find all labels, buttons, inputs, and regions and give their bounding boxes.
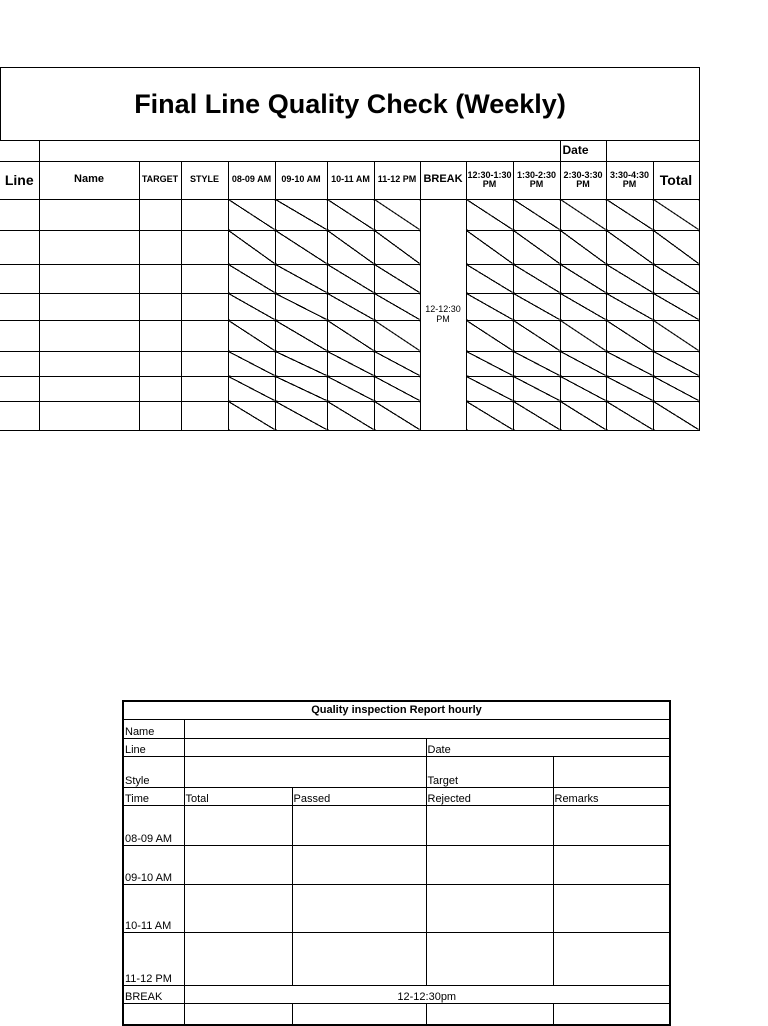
cell-hour[interactable]: [466, 264, 513, 293]
col-total: Total: [653, 161, 699, 199]
cell-total[interactable]: [653, 320, 699, 351]
cell-hour[interactable]: [560, 376, 606, 401]
cell-target[interactable]: [139, 351, 181, 376]
cell-hour[interactable]: [606, 264, 653, 293]
cell-hour[interactable]: [228, 376, 275, 401]
date-label: Date: [560, 140, 606, 161]
cell-style[interactable]: [181, 401, 228, 430]
blank-corner-cell: [0, 140, 39, 161]
date-label: Date: [426, 738, 670, 756]
cell-hour[interactable]: [466, 401, 513, 430]
col-hour-4: 11-12 PM: [374, 161, 420, 199]
cell-hour[interactable]: [374, 376, 420, 401]
cell-hour[interactable]: [560, 264, 606, 293]
time-slot: 11-12 PM: [123, 932, 184, 985]
cell-style[interactable]: [181, 264, 228, 293]
cell-rejected[interactable]: [426, 845, 553, 884]
target-label: Target: [426, 756, 553, 787]
table-row: [123, 845, 670, 884]
cell-target[interactable]: [139, 230, 181, 264]
table-row: [123, 1003, 670, 1025]
cell-hour[interactable]: [466, 230, 513, 264]
cell-hour[interactable]: [228, 351, 275, 376]
cell-name[interactable]: [39, 230, 139, 264]
time-slot: 10-11 AM: [123, 884, 184, 932]
col-hour-7: 2:30-3:30 PM: [560, 161, 606, 199]
cell-total[interactable]: [653, 293, 699, 320]
cell-hour[interactable]: [374, 264, 420, 293]
style-field[interactable]: [184, 756, 426, 787]
cell-total[interactable]: [653, 230, 699, 264]
col-hour-8: 3:30-4:30 PM: [606, 161, 653, 199]
line-field[interactable]: [184, 738, 426, 756]
cell-style[interactable]: [181, 320, 228, 351]
cell-target[interactable]: [139, 293, 181, 320]
cell-hour[interactable]: [560, 230, 606, 264]
cell-hour[interactable]: [275, 293, 327, 320]
cell-hour[interactable]: [228, 264, 275, 293]
cell-hour[interactable]: [327, 293, 374, 320]
cell-rejected[interactable]: [426, 884, 553, 932]
col-hour-3: 10-11 AM: [327, 161, 374, 199]
cell-remarks[interactable]: [553, 932, 670, 985]
table-row: [123, 884, 670, 932]
name-label: Name: [123, 719, 184, 738]
cell-hour[interactable]: [327, 264, 374, 293]
style-label: Style: [123, 756, 184, 787]
cell-target[interactable]: [139, 401, 181, 430]
cell-hour[interactable]: [606, 401, 653, 430]
cell-style[interactable]: [181, 199, 228, 230]
cell-hour[interactable]: [560, 293, 606, 320]
cell-style[interactable]: [181, 293, 228, 320]
cell-target[interactable]: [139, 199, 181, 230]
cell-hour[interactable]: [606, 376, 653, 401]
cell-hour[interactable]: [275, 199, 327, 230]
cell-hour[interactable]: [275, 230, 327, 264]
cell-total[interactable]: [653, 401, 699, 430]
table-row: [0, 230, 699, 264]
cell-remarks[interactable]: [553, 1003, 670, 1025]
date-field[interactable]: [606, 140, 699, 161]
col-name: Name: [39, 161, 139, 199]
table-row: [123, 805, 670, 845]
cell-line[interactable]: [0, 401, 39, 430]
weekly-grid: [0, 140, 700, 431]
cell-remarks[interactable]: [553, 845, 670, 884]
target-field[interactable]: [553, 756, 670, 787]
cell-hour[interactable]: [374, 320, 420, 351]
cell-total[interactable]: [184, 845, 292, 884]
col-total: Total: [184, 787, 292, 805]
cell-hour[interactable]: [466, 293, 513, 320]
cell-hour[interactable]: [275, 320, 327, 351]
cell-hour[interactable]: [606, 199, 653, 230]
cell-passed[interactable]: [292, 805, 426, 845]
cell-hour[interactable]: [374, 401, 420, 430]
cell-hour[interactable]: [513, 320, 560, 351]
cell-hour[interactable]: [513, 351, 560, 376]
cell-hour[interactable]: [560, 320, 606, 351]
table-row: [0, 320, 699, 351]
cell-hour[interactable]: [466, 199, 513, 230]
hourly-quality-report: [122, 700, 671, 1026]
cell-line[interactable]: [0, 230, 39, 264]
cell-line[interactable]: [0, 264, 39, 293]
table-row: [0, 351, 699, 376]
cell-hour[interactable]: [327, 351, 374, 376]
cell-hour[interactable]: [374, 293, 420, 320]
table-row: [0, 376, 699, 401]
cell-passed[interactable]: [292, 1003, 426, 1025]
cell-total[interactable]: [653, 264, 699, 293]
cell-name[interactable]: [39, 351, 139, 376]
cell-hour[interactable]: [275, 376, 327, 401]
cell-hour[interactable]: [374, 199, 420, 230]
col-hour-5: 12:30-1:30 PM: [466, 161, 513, 199]
table-row: [0, 199, 699, 230]
cell-hour[interactable]: [327, 230, 374, 264]
weekly-title-box: [0, 67, 700, 141]
cell-hour[interactable]: [466, 376, 513, 401]
table-row: [0, 401, 699, 430]
cell-hour[interactable]: [228, 293, 275, 320]
cell-total[interactable]: [184, 932, 292, 985]
cell-total[interactable]: [184, 884, 292, 932]
cell-target[interactable]: [139, 264, 181, 293]
break-label: BREAK: [123, 985, 184, 1003]
cell-rejected[interactable]: [426, 1003, 553, 1025]
cell-hour[interactable]: [606, 320, 653, 351]
cell-hour[interactable]: [228, 320, 275, 351]
cell-line[interactable]: [0, 351, 39, 376]
cell-remarks[interactable]: [553, 884, 670, 932]
cell-total[interactable]: [653, 351, 699, 376]
col-hour-1: 08-09 AM: [228, 161, 275, 199]
cell-hour[interactable]: [606, 230, 653, 264]
cell-name[interactable]: [39, 401, 139, 430]
cell-hour[interactable]: [228, 230, 275, 264]
cell-target[interactable]: [139, 320, 181, 351]
table-row: [0, 293, 699, 320]
cell-hour[interactable]: [374, 230, 420, 264]
cell-hour[interactable]: [513, 401, 560, 430]
cell-name[interactable]: [39, 199, 139, 230]
cell-name[interactable]: [39, 376, 139, 401]
cell-hour[interactable]: [560, 199, 606, 230]
cell-line[interactable]: [0, 199, 39, 230]
col-time: Time: [123, 787, 184, 805]
break-time: 12-12:30pm: [184, 985, 670, 1003]
cell-hour[interactable]: [327, 376, 374, 401]
col-target: TARGET: [139, 161, 181, 199]
table-row: [123, 932, 670, 985]
table-row: [0, 264, 699, 293]
cell-line[interactable]: [0, 320, 39, 351]
cell-hour[interactable]: [560, 401, 606, 430]
cell-total[interactable]: [184, 805, 292, 845]
cell-target[interactable]: [139, 376, 181, 401]
cell-passed[interactable]: [292, 884, 426, 932]
cell-style[interactable]: [181, 376, 228, 401]
cell-passed[interactable]: [292, 845, 426, 884]
cell-hour[interactable]: [513, 199, 560, 230]
col-hour-2: 09-10 AM: [275, 161, 327, 199]
cell-hour[interactable]: [466, 351, 513, 376]
col-rejected: Rejected: [426, 787, 553, 805]
cell-passed[interactable]: [292, 932, 426, 985]
col-line: Line: [0, 161, 39, 199]
cell-style[interactable]: [181, 351, 228, 376]
cell-hour[interactable]: [513, 230, 560, 264]
cell-hour[interactable]: [327, 320, 374, 351]
break-cell: 12-12:30 PM: [420, 199, 466, 430]
cell-hour[interactable]: [560, 351, 606, 376]
time-slot-empty: [123, 1003, 184, 1025]
col-passed: Passed: [292, 787, 426, 805]
cell-rejected[interactable]: [426, 932, 553, 985]
cell-hour[interactable]: [275, 401, 327, 430]
cell-hour[interactable]: [606, 293, 653, 320]
cell-name[interactable]: [39, 293, 139, 320]
cell-total[interactable]: [653, 199, 699, 230]
cell-name[interactable]: [39, 264, 139, 293]
cell-hour[interactable]: [513, 293, 560, 320]
blank-header-span: [39, 140, 560, 161]
cell-total[interactable]: [653, 376, 699, 401]
cell-hour[interactable]: [513, 376, 560, 401]
cell-hour[interactable]: [327, 199, 374, 230]
col-break: BREAK: [420, 161, 466, 199]
weekly-title: Final Line Quality Check (Weekly): [134, 88, 566, 119]
cell-line[interactable]: [0, 293, 39, 320]
line-label: Line: [123, 738, 184, 756]
name-field[interactable]: [184, 719, 670, 738]
report-title: Quality inspection Report hourly: [123, 701, 670, 719]
cell-remarks[interactable]: [553, 805, 670, 845]
col-style: STYLE: [181, 161, 228, 199]
cell-total[interactable]: [184, 1003, 292, 1025]
time-slot: 08-09 AM: [123, 805, 184, 845]
cell-rejected[interactable]: [426, 805, 553, 845]
cell-name[interactable]: [39, 320, 139, 351]
cell-hour[interactable]: [228, 401, 275, 430]
cell-hour[interactable]: [275, 351, 327, 376]
cell-hour[interactable]: [228, 199, 275, 230]
cell-hour[interactable]: [374, 351, 420, 376]
col-hour-6: 1:30-2:30 PM: [513, 161, 560, 199]
cell-line[interactable]: [0, 376, 39, 401]
cell-style[interactable]: [181, 230, 228, 264]
cell-hour[interactable]: [327, 401, 374, 430]
cell-hour[interactable]: [466, 320, 513, 351]
cell-hour[interactable]: [275, 264, 327, 293]
cell-hour[interactable]: [606, 351, 653, 376]
col-remarks: Remarks: [553, 787, 670, 805]
time-slot: 09-10 AM: [123, 845, 184, 884]
cell-hour[interactable]: [513, 264, 560, 293]
